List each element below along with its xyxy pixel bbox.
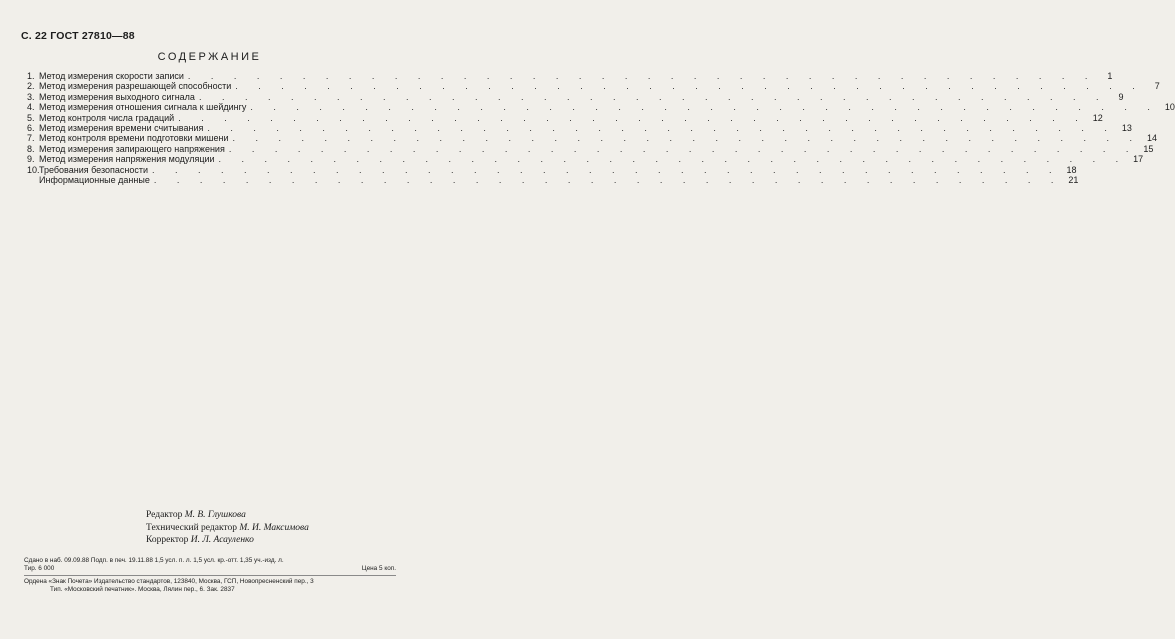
toc-entry-page: 10 <box>1164 102 1175 113</box>
toc-entry-title: Метод измерения напряжения модуляции <box>39 154 215 165</box>
imprint-printer: Тип. «Московский печатник». Москва, Лялин пер., 6. Зак. 2837 <box>50 586 235 594</box>
table-of-contents <box>27 71 1175 185</box>
toc-entry-title: Метод контроля времени подготовки мишени <box>39 133 229 144</box>
corrector-role: Корректор <box>146 535 189 545</box>
toc-entry-number: 2. <box>27 81 35 92</box>
toc-dot-leader <box>199 92 1108 102</box>
toc-entry[interactable] <box>27 81 1160 92</box>
toc-entry-page: 15 <box>1143 143 1154 154</box>
print-imprint <box>24 557 396 574</box>
toc-entry-title: Метод измерения запирающего напряжения <box>39 143 225 154</box>
imprint-publisher: Ордена «Знак Почета» Издательство стандартов, 123840, Москва, ГСП, Новопресненский пер., 3 <box>24 578 314 585</box>
toc-entry-number: 9. <box>27 154 35 165</box>
imprint-divider <box>24 575 396 576</box>
toc-entry-number: 6. <box>27 122 35 133</box>
imprint-print-details: Сдано в наб. 09.09.88 Подп. в печ. 19.11.88 1,5 усл. п. л. 1,5 усл. кр.-отт. 1,35 уч.-изд. л. <box>24 557 284 564</box>
toc-dot-leader <box>154 175 1063 185</box>
page-header: С. 22 ГОСТ 27810—88 <box>21 30 135 42</box>
toc-entry-page: 1 <box>1107 71 1113 81</box>
toc-entry-page: 14 <box>1147 133 1158 144</box>
toc-entry-page: 18 <box>1066 164 1077 175</box>
toc-entry-title: Метод измерения отношения сигнала к шейдингу <box>39 102 247 113</box>
imprint-print-run: Тир. 6 000 <box>24 565 55 573</box>
toc-entry[interactable] <box>27 102 1175 113</box>
toc-dot-leader <box>178 113 1087 123</box>
toc-entry[interactable] <box>27 164 1077 175</box>
toc-entry-title: Информационные данные <box>39 174 150 185</box>
toc-entry[interactable] <box>27 122 1132 133</box>
toc-entry-title: Метод контроля числа градаций <box>39 112 175 123</box>
toc-entry-number: 7. <box>27 133 35 144</box>
toc-dot-leader <box>235 81 1144 91</box>
toc-entry-page: 21 <box>1068 174 1079 185</box>
toc-entry[interactable] <box>27 71 1113 81</box>
corrector-name: И. Л. Асауленко <box>190 535 254 545</box>
tech-editor-credit <box>0 522 419 535</box>
toc-entry[interactable] <box>27 133 1158 144</box>
toc-entry-title: Метод измерения разрешающей способности <box>39 81 232 92</box>
toc-entry-page: 13 <box>1121 122 1132 133</box>
publisher-imprint <box>24 578 396 595</box>
toc-entry[interactable] <box>27 154 1144 165</box>
toc-dot-leader <box>152 165 1061 175</box>
toc-dot-leader <box>229 144 1138 154</box>
toc-dot-leader <box>219 154 1128 164</box>
toc-entry[interactable] <box>27 112 1103 123</box>
toc-entry[interactable] <box>27 143 1154 154</box>
toc-entry-number: 5. <box>27 112 35 123</box>
toc-dot-leader <box>188 71 1097 81</box>
imprint-run-price <box>24 565 396 573</box>
toc-entry-page: 12 <box>1092 112 1103 123</box>
toc-entry-page: 7 <box>1154 81 1160 92</box>
toc-entry[interactable] <box>27 91 1124 102</box>
toc-entry[interactable] <box>27 174 1079 185</box>
editor-credit <box>0 509 419 522</box>
editor-role: Редактор <box>146 510 183 520</box>
toc-dot-leader <box>207 123 1116 133</box>
editorial-credits <box>0 509 419 547</box>
toc-entry-title: Метод измерения выходного сигнала <box>39 91 195 102</box>
toc-entry-number: 4. <box>27 102 35 113</box>
toc-entry-number: 10. <box>27 164 40 175</box>
toc-entry-page: 9 <box>1118 91 1124 102</box>
toc-entry-title: Метод измерения скорости записи <box>39 71 184 81</box>
toc-entry-number: 1. <box>27 71 35 81</box>
toc-entry-title: Метод измерения времени считывания <box>39 122 204 133</box>
toc-entry-number: 3. <box>27 91 35 102</box>
toc-entry-page: 17 <box>1133 154 1144 165</box>
toc-title: СОДЕРЖАНИЕ <box>157 51 262 63</box>
tech-editor-role: Технический редактор <box>146 522 237 533</box>
toc-entry-number: 8. <box>27 143 35 154</box>
corrector-credit <box>0 534 419 547</box>
toc-dot-leader <box>250 102 1159 112</box>
toc-entry-title: Требования безопасности <box>39 164 149 175</box>
tech-editor-name: М. И. Максимова <box>239 522 309 533</box>
imprint-price: Цена 5 коп. <box>361 565 396 573</box>
editor-name: М. В. Глушкова <box>184 510 246 520</box>
toc-dot-leader <box>232 133 1141 143</box>
